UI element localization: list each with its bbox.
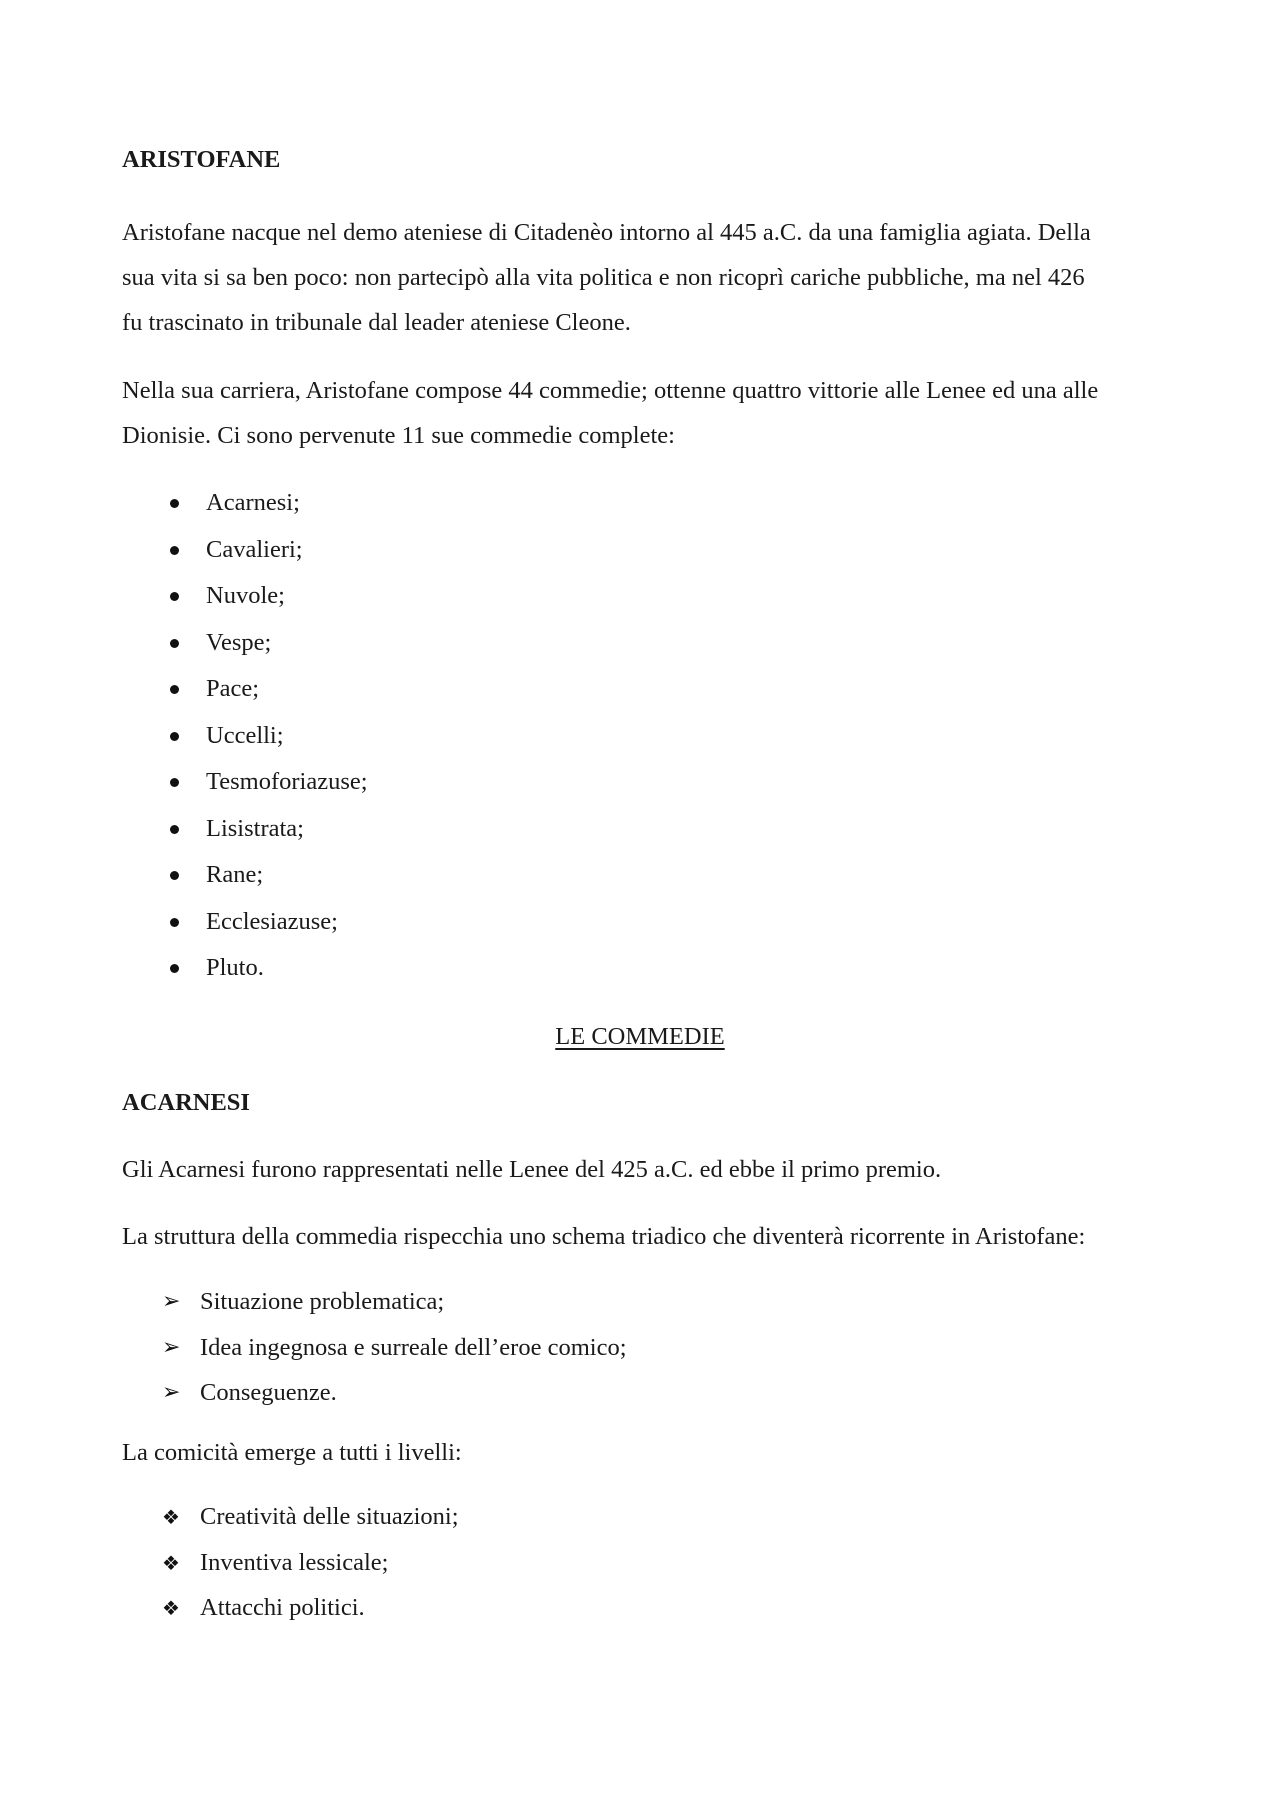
intro-paragraph: [122, 210, 1162, 345]
diamond-bullet-icon: ❖: [162, 1550, 180, 1575]
bullet-icon: [170, 964, 179, 973]
acarnesi-paragraph-3: La comicità emerge a tutti i livelli:: [122, 1439, 462, 1466]
career-line-1: Nella sua carriera, Aristofane compose 44 commedie; ottenne quattro vittorie alle Lenee ed una alle: [122, 377, 1099, 404]
intro-line-1: Aristofane nacque nel demo ateniese di Citadenèo intorno al 445 a.C. da una famiglia agiata. Della: [122, 219, 1091, 246]
intro-line-2: sua vita si sa ben poco: non partecipò alla vita politica e non ricoprì cariche pubbliche, ma nel 426: [122, 264, 1085, 291]
bullet-icon: [170, 871, 179, 880]
bullet-icon: [170, 639, 179, 648]
section-title-text: LE COMMEDIE: [555, 1023, 725, 1050]
page-title: ARISTOFANE: [122, 146, 281, 173]
bullet-icon: [170, 685, 179, 694]
document-page: ARISTOFANE Aristofane nacque nel demo ateniese di Citadenèo intorno al 445 a.C. da una famiglia agiata. Della sua vita si sa ben poco: non partecipò alla vita politica e non ricoprì cariche pubbliche, ma nel 426 fu trascinato in tribunale dal leader ateniese Cleone. Nella sua carriera, Aristofane compose 44 commedie; ottenne quattro vittorie alle Lenee ed una alle Dionisie. Ci sono pervenute 11 sue commedie complete: Acarnesi; Cavalieri; Nuvole; Vespe; Pace; Uccelli; Tesmoforiazuse; Lisistrata; Rane; Ecclesiazuse; Pluto. LE COMMEDIE ACARNESI Gli Acarnesi furono rappresentati nelle Lenee del 425 a.C. ed ebbe il primo premio. La struttura della commedia rispecchia uno schema triadico che diventerà ricorrente in Aristofane: ➢ Situazione problematica; ➢ Idea ingegnosa e surreale dell’eroe comico; ➢ Conseguenze. La comicità emerge a tutti i livelli: ❖ Creatività delle situazioni; ❖ Inventiva lessicale; ❖ Attacchi politici.: [0, 0, 1280, 1811]
intro-line-3: fu trascinato in tribunale dal leader ateniese Cleone.: [122, 309, 631, 336]
bullet-icon: [170, 592, 179, 601]
acarnesi-paragraph-1: Gli Acarnesi furono rappresentati nelle Lenee del 425 a.C. ed ebbe il primo premio.: [122, 1156, 942, 1183]
section-title: [0, 1022, 1280, 1052]
bullet-icon: [170, 825, 179, 834]
bullet-icon: [170, 546, 179, 555]
diamond-bullet-icon: ❖: [162, 1505, 180, 1529]
bullet-icon: [170, 732, 179, 741]
acarnesi-heading: ACARNESI: [122, 1089, 250, 1116]
career-paragraph: [122, 368, 1162, 458]
arrow-bullet-icon: ➢: [162, 1334, 181, 1360]
arrow-bullet-icon: ➢: [162, 1289, 181, 1314]
bullet-icon: [170, 918, 179, 927]
career-line-2: Dionisie. Ci sono pervenute 11 sue commedie complete:: [122, 422, 675, 449]
bullet-icon: [170, 778, 179, 787]
arrow-bullet-icon: ➢: [162, 1380, 181, 1405]
diamond-bullet-icon: ❖: [162, 1596, 180, 1620]
acarnesi-paragraph-2: La struttura della commedia rispecchia uno schema triadico che diventerà ricorrente in Aristofane:: [122, 1223, 1086, 1250]
bullet-icon: [170, 499, 179, 508]
